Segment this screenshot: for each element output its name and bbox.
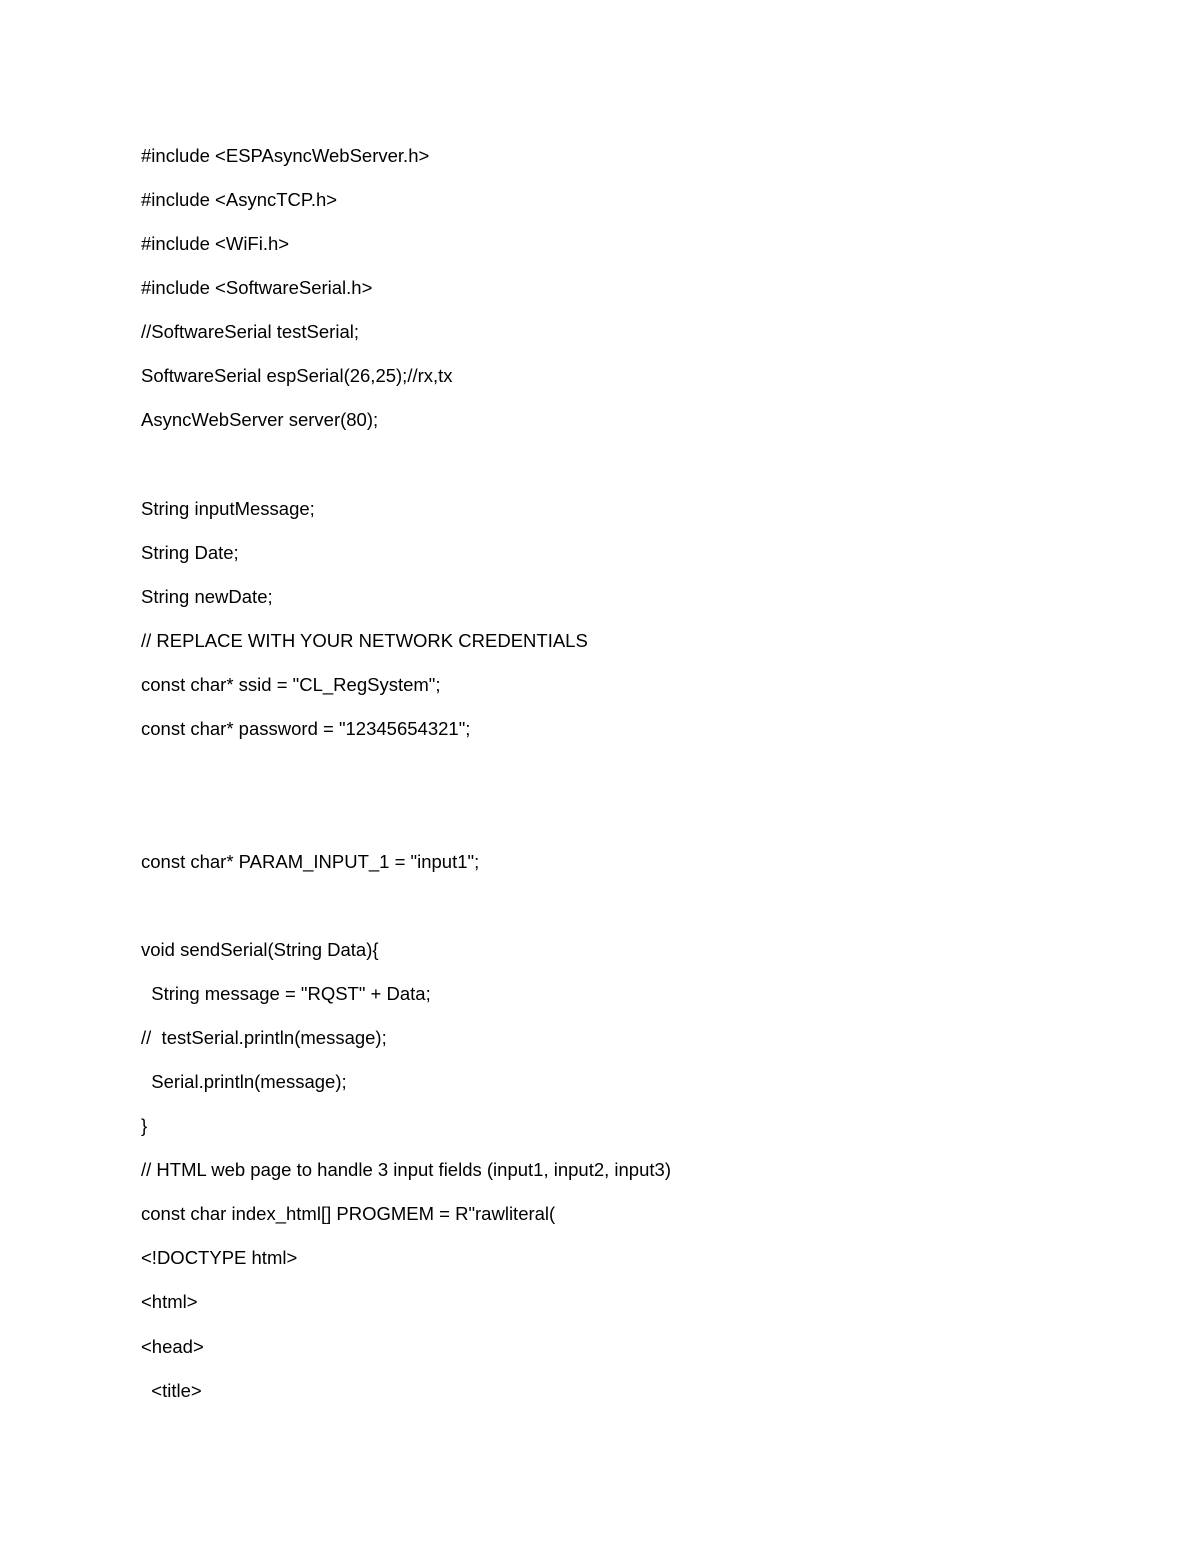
code-line: void sendSerial(String Data){ bbox=[141, 939, 379, 960]
code-line: SoftwareSerial espSerial(26,25);//rx,tx bbox=[141, 365, 453, 386]
code-line: <head> bbox=[141, 1336, 204, 1357]
code-line: // REPLACE WITH YOUR NETWORK CREDENTIALS bbox=[141, 630, 588, 651]
code-line: // HTML web page to handle 3 input fields (input1, input2, input3) bbox=[141, 1159, 671, 1180]
code-line: } bbox=[141, 1115, 148, 1136]
code-line: String Date; bbox=[141, 542, 239, 563]
code-line: <title> bbox=[141, 1380, 202, 1401]
code-line: AsyncWebServer server(80); bbox=[141, 409, 379, 430]
code-line: Serial.println(message); bbox=[141, 1071, 347, 1092]
code-line: #include <ESPAsyncWebServer.h> bbox=[141, 145, 430, 166]
code-line: String message = "RQST" + Data; bbox=[141, 983, 431, 1004]
code-line: const char* ssid = "CL_RegSystem"; bbox=[141, 674, 441, 695]
code-line: #include <SoftwareSerial.h> bbox=[141, 277, 373, 298]
code-line: #include <WiFi.h> bbox=[141, 233, 290, 254]
code-line: const char* PARAM_INPUT_1 = "input1"; bbox=[141, 851, 480, 872]
code-line: // testSerial.println(message); bbox=[141, 1027, 387, 1048]
code-line: String inputMessage; bbox=[141, 498, 315, 519]
code-line: const char* password = "12345654321"; bbox=[141, 718, 471, 739]
code-line: const char index_html[] PROGMEM = R"rawliteral( bbox=[141, 1203, 556, 1224]
code-line: <!DOCTYPE html> bbox=[141, 1247, 298, 1268]
code-line: //SoftwareSerial testSerial; bbox=[141, 321, 359, 342]
code-line: String newDate; bbox=[141, 586, 273, 607]
code-line: #include <AsyncTCP.h> bbox=[141, 189, 338, 210]
code-line: <html> bbox=[141, 1291, 198, 1312]
